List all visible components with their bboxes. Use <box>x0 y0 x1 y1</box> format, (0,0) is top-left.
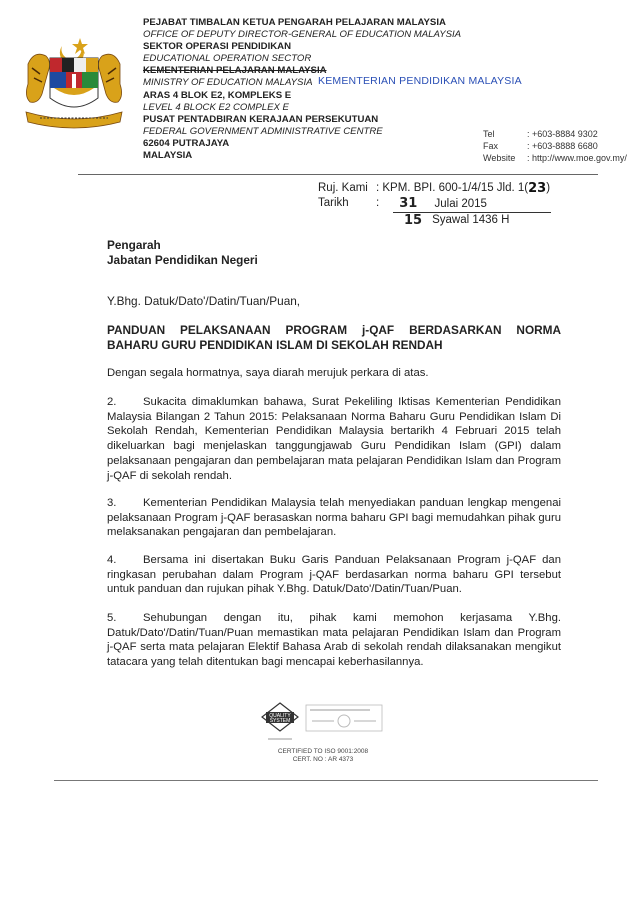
ruj-close: ) <box>546 182 551 194</box>
paragraph-2 <box>107 395 561 483</box>
hijri-month: Syawal 1436 H <box>432 214 510 226</box>
tel-label: Tel <box>483 129 495 139</box>
paragraph-3 <box>107 496 561 540</box>
address-line-2-en: FEDERAL GOVERNMENT ADMINISTRATIVE CENTRE <box>143 125 383 137</box>
cert-number: CERT. NO : AR 4373 <box>292 756 354 763</box>
reference-block <box>318 181 551 228</box>
sector-name-ms: SEKTOR OPERASI PENDIDIKAN <box>143 41 292 53</box>
address-line-2: PUSAT PENTADBIRAN KERAJAAN PERSEKUTUAN <box>143 113 379 125</box>
fax-value: : +603-8888 6680 <box>527 141 598 152</box>
tel-value: : +603-8884 9302 <box>527 129 598 139</box>
paragraph-number: 4. <box>107 554 117 566</box>
paragraph-5 <box>107 611 561 670</box>
ruj-handwritten-number: 23 <box>528 181 547 196</box>
addressee <box>107 238 258 268</box>
malaysia-coat-of-arms-logo <box>20 34 128 132</box>
postcode-city: 62604 PUTRAJAYA <box>143 137 230 149</box>
footer-divider <box>54 780 598 781</box>
country: MALAYSIA <box>143 150 193 162</box>
paragraph-text: Sehubungan dengan itu, pihak kami memohon kerjasama Y.Bhg. Datuk/Dato'/Datin/Tuan/Puan memastikan mata pelajaran Pendidikan Islam dan Program j-QAF serta mata pelajaran Elektif Bahasa Arab di sekolah rendah dilaksanakan mengikut tatacara yang telah ditentukan bagi mencapai keberhasilannya. <box>107 612 561 669</box>
quality-certification-logo <box>258 701 388 752</box>
salutation: Y.Bhg. Datuk/Dato'/Datin/Tuan/Puan, <box>107 294 301 308</box>
header-divider <box>78 174 598 175</box>
tarikh-month: Julai 2015 <box>434 198 487 210</box>
office-name-ms: PEJABAT TIMBALAN KETUA PENGARAH PELAJARAN MALAYSIA <box>143 17 446 28</box>
paragraph-text: Bersama ini disertakan Buku Garis Panduan Pelaksanaan Program j-QAF dan ringkasan perubahan dalam Program j-QAF berdasarkan norma baharu GPI tersebut untuk panduan dan rujukan pihak Y.Bhg. Datuk/Dato'/Datin/Tuan/Puan. <box>107 554 561 596</box>
website-label: Website <box>483 153 516 164</box>
ruj-label: Ruj. Kami <box>318 182 368 194</box>
letter-subject <box>107 323 561 353</box>
paragraph-number: 2. <box>107 396 117 408</box>
paragraph-text: Kementerian Pendidikan Malaysia telah menyediakan panduan lengkap mengenai pelaksanaan Program j-QAF berasaskan norma baharu GPI bagi memudahkan pihak guru melaksanakan pengajaran dan pembelajaran. <box>107 497 561 539</box>
old-ministry-name-ms: KEMENTERIAN PELAJARAN MALAYSIA <box>143 65 327 77</box>
ministry-name-en: MINISTRY OF EDUCATION MALAYSIA <box>143 77 313 89</box>
subject-line-2: BAHARU GURU PENDIDIKAN ISLAM DI SEKOLAH RENDAH <box>107 338 443 352</box>
paragraph-number: 3. <box>107 497 117 509</box>
opening-paragraph: Dengan segala hormatnya, saya diarah merujuk perkara di atas. <box>107 367 429 379</box>
address-line-1: ARAS 4 BLOK E2, KOMPLEKS E <box>143 89 292 101</box>
paragraph-number: 5. <box>107 612 117 624</box>
subject-line-1: PANDUAN PELAKSANAAN PROGRAM j-QAF BERDASARKAN NORMA <box>107 323 561 337</box>
iso-certification-mark <box>258 701 388 747</box>
address-line-1-en: LEVEL 4 BLOCK E2 COMPLEX E <box>143 101 289 113</box>
office-name-en: OFFICE OF DEPUTY DIRECTOR-GENERAL OF EDUCATION MALAYSIA <box>143 29 462 41</box>
paragraph-text: Sukacita dimaklumkan bahawa, Surat Pekeliling Iktisas Kementerian Pendidikan Malaysia Bilangan 2 Tahun 2015: Pelaksanaan Norma Baharu Guru Pendidikan Islam Di Sekolah Rendah, Kementerian Pendidikan Malaysia bertarikh 4 Februari 2015 telah dikeluarkan bagi menjelaskan tanggungjawab Guru Pendidikan Islam (GPI) dalam pelaksanaan pengajaran dan pembelajaran mata pelajaran Pendidikan Islam dan Program j-QAF di sekolah rendah. <box>107 396 561 482</box>
website-value: : http://www.moe.gov.my/ <box>527 153 627 164</box>
contact-info <box>483 128 627 165</box>
hijri-day-handwritten: 15 <box>404 213 423 228</box>
ministry-name-stamp: KEMENTERIAN PENDIDIKAN MALAYSIA <box>318 75 522 87</box>
certification-text <box>258 748 388 764</box>
letterhead-address <box>143 17 461 162</box>
quality-label: QUALITY <box>269 713 291 719</box>
system-label: SYSTEM <box>269 718 291 724</box>
cert-standard: CERTIFIED TO ISO 9001:2008 <box>277 748 369 755</box>
tarikh-label: Tarikh <box>318 197 349 209</box>
addressee-title: Pengarah <box>107 238 161 252</box>
tarikh-day-handwritten: 31 <box>399 196 418 211</box>
ruj-value: : KPM. BPI. 600-1/4/15 Jld. 1( <box>376 182 529 194</box>
tarikh-colon: : <box>376 197 380 209</box>
addressee-department: Jabatan Pendidikan Negeri <box>107 253 258 267</box>
fax-label: Fax <box>483 141 499 152</box>
sector-name-en: EDUCATIONAL OPERATION SECTOR <box>143 53 312 65</box>
paragraph-4 <box>107 553 561 597</box>
